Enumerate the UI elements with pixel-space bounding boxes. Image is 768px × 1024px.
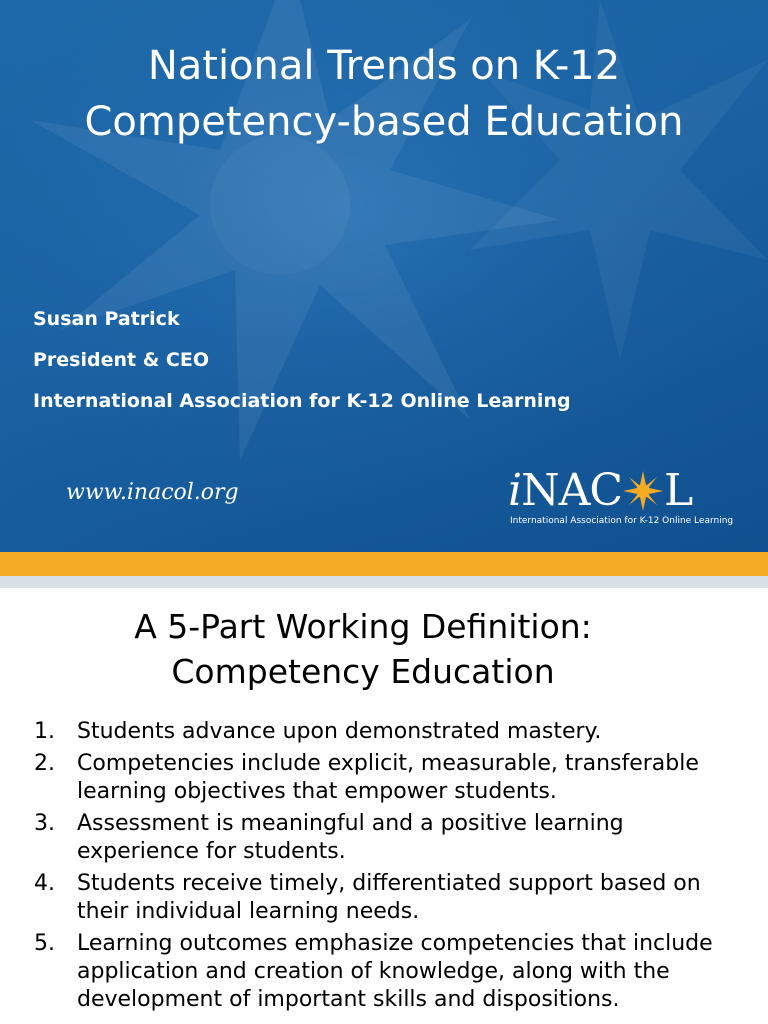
- presenter-role: President & CEO: [33, 349, 209, 371]
- list-item-text: Learning outcomes emphasize competencies that include application and creation of knowledge, along with the development of important skills and dispositions.: [77, 931, 713, 1012]
- list-item: [0, 810, 768, 866]
- slide-title: [0, 38, 768, 150]
- definition-heading: [0, 604, 726, 694]
- list-item-text: Students advance upon demonstrated mastery.: [77, 719, 602, 744]
- list-item-text: Competencies include explicit, measurable, transferable learning objectives that empower students.: [77, 751, 699, 804]
- list-item: [0, 718, 768, 746]
- logo-wordmark: [508, 466, 692, 516]
- list-item-text: Students receive timely, differentiated support based on their individual learning needs.: [77, 871, 701, 924]
- logo-tagline: International Association for K-12 Online Learning: [510, 516, 734, 526]
- logo-prefix: i: [508, 465, 522, 516]
- logo-text-start: NAC: [521, 465, 623, 516]
- slide-title-line-2: Competency-based Education: [84, 99, 684, 145]
- presenter-organization: International Association for K-12 Online Learning: [33, 390, 571, 412]
- definition-slide: [0, 588, 768, 1024]
- definition-heading-line-2: Competency Education: [171, 652, 555, 691]
- list-item-number: 3.: [34, 811, 55, 836]
- definition-list: [0, 718, 768, 1018]
- list-item-number: 1.: [34, 719, 55, 744]
- slide-divider-band: [0, 576, 768, 588]
- list-item: [0, 930, 768, 1014]
- orange-accent-band: [0, 552, 768, 576]
- inacol-logo: [508, 466, 738, 532]
- sun-star-icon: [623, 471, 663, 511]
- list-item-text: Assessment is meaningful and a positive learning experience for students.: [77, 811, 624, 864]
- website-url[interactable]: www.inacol.org: [66, 480, 239, 505]
- list-item: [0, 750, 768, 806]
- slide-title-line-1: National Trends on K-12: [147, 43, 621, 89]
- list-item-number: 5.: [34, 931, 55, 956]
- presenter-name: Susan Patrick: [33, 308, 180, 330]
- list-item-number: 4.: [34, 871, 55, 896]
- list-item: [0, 870, 768, 926]
- logo-text-end: L: [664, 465, 693, 516]
- definition-heading-line-1: A 5-Part Working Definition:: [134, 607, 592, 646]
- list-item-number: 2.: [34, 751, 55, 776]
